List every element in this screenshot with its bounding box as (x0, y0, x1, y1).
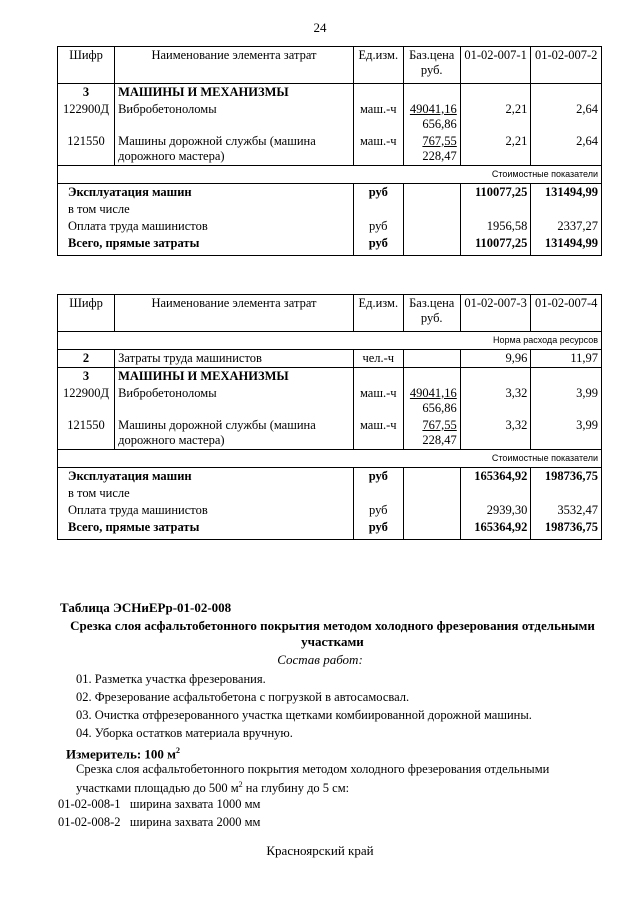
header-unit: Ед.изм. (353, 47, 403, 84)
group-row: 3 МАШИНЫ И МЕХАНИЗМЫ (58, 84, 602, 102)
header-col-4: 01-02-007-4 (531, 295, 602, 332)
work-step: 04. Уборка остатков материала вручную. (76, 726, 293, 740)
table-row: 122900Д Вибробетоноломы маш.-ч 49041,16 656,86 2,21 2,64 (58, 101, 602, 133)
header-price: Баз.цена руб. (403, 295, 460, 332)
summary-row: Эксплуатация машин руб 110077,25 131494,99 (58, 184, 602, 202)
summary-row: Оплата труда машинистов руб 2939,30 3532,47 (58, 502, 602, 519)
header-col-3: 01-02-007-3 (460, 295, 531, 332)
header-unit: Ед.изм. (353, 295, 403, 332)
description-line: участками площадью до 500 $м^2$ на глубину до 5 см: (76, 780, 350, 796)
page-footer: Красноярский край (266, 843, 374, 858)
table-row: 121550 Машины дорожной службы (машина дорожного мастера) маш.-ч 767,55 228,47 2,21 2,64 (58, 133, 602, 166)
summary-row: Всего, прямые затраты руб 165364,92 198736,75 (58, 519, 602, 540)
section-row: Стоимостные показатели (58, 450, 602, 468)
table-header-row (58, 295, 602, 332)
table-title: Таблица ЭСНиЕРр-01-02-008 (60, 600, 232, 615)
work-step: 03. Очистка отфрезерованного участка щетками комбиированной дорожной машины. (76, 708, 532, 722)
header-price: Баз.цена руб. (403, 47, 460, 84)
list-item: 01-02-008-1 ширина захвата 1000 мм (58, 797, 261, 811)
summary-row: Оплата труда машинистов руб 1956,58 2337,27 (58, 218, 602, 235)
resource-table-1 (57, 46, 602, 256)
section-row: Норма расхода ресурсов (58, 332, 602, 350)
header-col-2: 01-02-007-2 (531, 47, 602, 84)
work-step: 01. Разметка участка фрезерования. (76, 672, 266, 686)
table-row: 121550 Машины дорожной службы (машина дорожного мастера) маш.-ч 767,55 228,47 3,32 3,99 (58, 417, 602, 450)
summary-row: в том числе (58, 485, 602, 502)
composition-heading: Состав работ: (277, 652, 363, 667)
measure-unit: Измеритель: 100 $м^2$ (66, 746, 181, 762)
summary-row: в том числе (58, 201, 602, 218)
header-code: Шифр (58, 47, 115, 84)
list-item: 01-02-008-2 ширина захвата 2000 мм (58, 815, 261, 829)
section-row: Стоимостные показатели (58, 166, 602, 184)
labor-row: 2 Затраты труда машинистов чел.-ч 9,96 11,97 (58, 350, 602, 368)
summary-row: Всего, прямые затраты руб 110077,25 131494,99 (58, 235, 602, 256)
table-header-row (58, 47, 602, 84)
page-number: 24 (313, 20, 327, 35)
description-line: Срезка слоя асфальтобетонного покрытия методом холодного фрезерования отдельными (76, 762, 550, 776)
group-row: 3 МАШИНЫ И МЕХАНИЗМЫ (58, 368, 602, 386)
table-subtitle: Срезка слоя асфальтобетонного покрытия методом холодного фрезерования отдельными участками (70, 618, 595, 649)
header-code: Шифр (58, 295, 115, 332)
header-name: Наименование элемента затрат (115, 47, 354, 84)
header-name: Наименование элемента затрат (115, 295, 354, 332)
work-step: 02. Фрезерование асфальтобетона с погрузкой в автосамосвал. (76, 690, 410, 704)
table-row: 122900Д Вибробетоноломы маш.-ч 49041,16 656,86 3,32 3,99 (58, 385, 602, 417)
header-col-1: 01-02-007-1 (460, 47, 531, 84)
resource-table-2 (57, 294, 602, 540)
summary-row: Эксплуатация машин руб 165364,92 198736,75 (58, 468, 602, 486)
